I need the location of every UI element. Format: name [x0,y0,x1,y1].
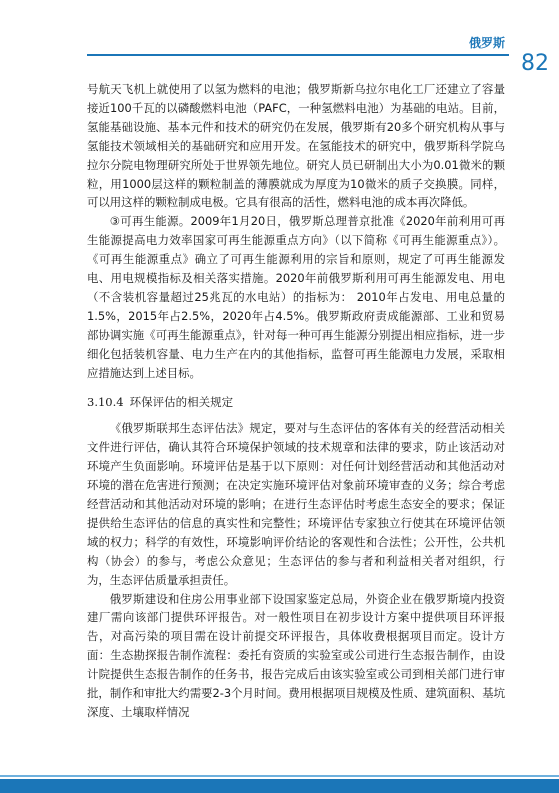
page-body [87,80,505,722]
paragraph-assessment-procedure: 俄罗斯建设和住房公用事业部下设国家鉴定总局，外资企业在俄罗斯境内投资建厂需向该部门提供环评报告。对一般性项目在初步设计方案中提供项目环评报告，对高污染的项目需在设计前提交环评报告，具体收费根据项目而定。设计方面：生态勘探报告制作流程：委托有资质的实验室或公司进行生态报告制作，由设计院提供生态报告制作的任务书，报告完成后由该实验室或公司到相关部门进行审批，制作和审批大约需要2-3个月时间。费用根据项目规模及性质、建筑面积、基坑深度、土壤取样情况 [87,591,505,719]
running-header-country: 俄罗斯 [468,36,505,50]
paragraph-renewable-energy: ③可再生能源。2009年1月20日，俄罗斯总理普京批准《2020年前利用可再生能源提高电力效率国家可再生能源重点方向》（以下简称《可再生能源重点》）。《可再生能源重点》确立了可再生能源利用的宗旨和原则，规定了可再生能源发电、用电规模指标及相关落实措施。2020年前俄罗斯利用可再生能源发电、用电（不含装机容量超过25兆瓦的水电站）的指标为： 2010年占发电、用电总量的1.5%，2015年占2.5%，2020年占4.5%。俄罗斯政府责成能源部、工业和贸易部协调实施《可再生能源重点》，针对每一种可再生能源分别提出相应指标，进一步细化包括装机容量、电力生产在内的其他指标，监督可再生能源电力发展，采取相应措施达到上述目标。 [87,214,505,380]
paragraph-eco-law: 《俄罗斯联邦生态评估法》规定，要对与生态评估的客体有关的经营活动相关文件进行评估，确认其符合环境保护领域的技术规章和法律的要求，防止该活动对环境产生负面影响。环境评估是基于以下原则：对任何计划经营活动和其他活动对环境的潜在危害进行预测；在决定实施环境评估对象前环境审查的义务；综合考虑经营活动和其他活动对环境的影响；在进行生态评估时考虑生态安全的要求；保证提供给生态评估的信息的真实性和完整性；环境评估专家独立行使其在环境评估领域的权力；科学的有效性，环境影响评价结论的客观性和合法性；公开性，公共机构（协会）的参与，考虑公众意见；生态评估的参与者和利益相关者对组织，行为，生态评估质量承担责任。 [87,421,505,587]
section-number: 3.10.4 [87,394,124,409]
page-number: 82 [511,44,559,82]
paragraph-hydrogen-continued: 号航天飞机上就使用了以氢为燃料的电池；俄罗斯新乌拉尔电化工厂还建立了容量接近100千瓦的以磷酸燃料电池（PAFC，一种氢燃料电池）为基础的电站。目前，氢能基础设施、基本元件和技术的研究仍在发展，俄罗斯有20多个研究机构从事与氢能技术领域相关的基础研究和应用开发。在氢能技术的研究中，俄罗斯科学院乌拉尔分院电物理研究所处于世界领先地位。研究人员已研制出大小为0.01微米的颗粒，用1000层这样的颗粒制盖的薄膜就成为厚度为10微米的质子交换膜。同样，可以用这样的颗粒制成电极。它具有很高的活性，燃料电池的成本再次降低。 [87,82,505,210]
header-rule [87,54,509,56]
page-header [0,0,559,80]
section-title: 环保评估的相关规定 [129,394,234,409]
section-heading [87,393,505,412]
footer-bar [0,779,559,793]
